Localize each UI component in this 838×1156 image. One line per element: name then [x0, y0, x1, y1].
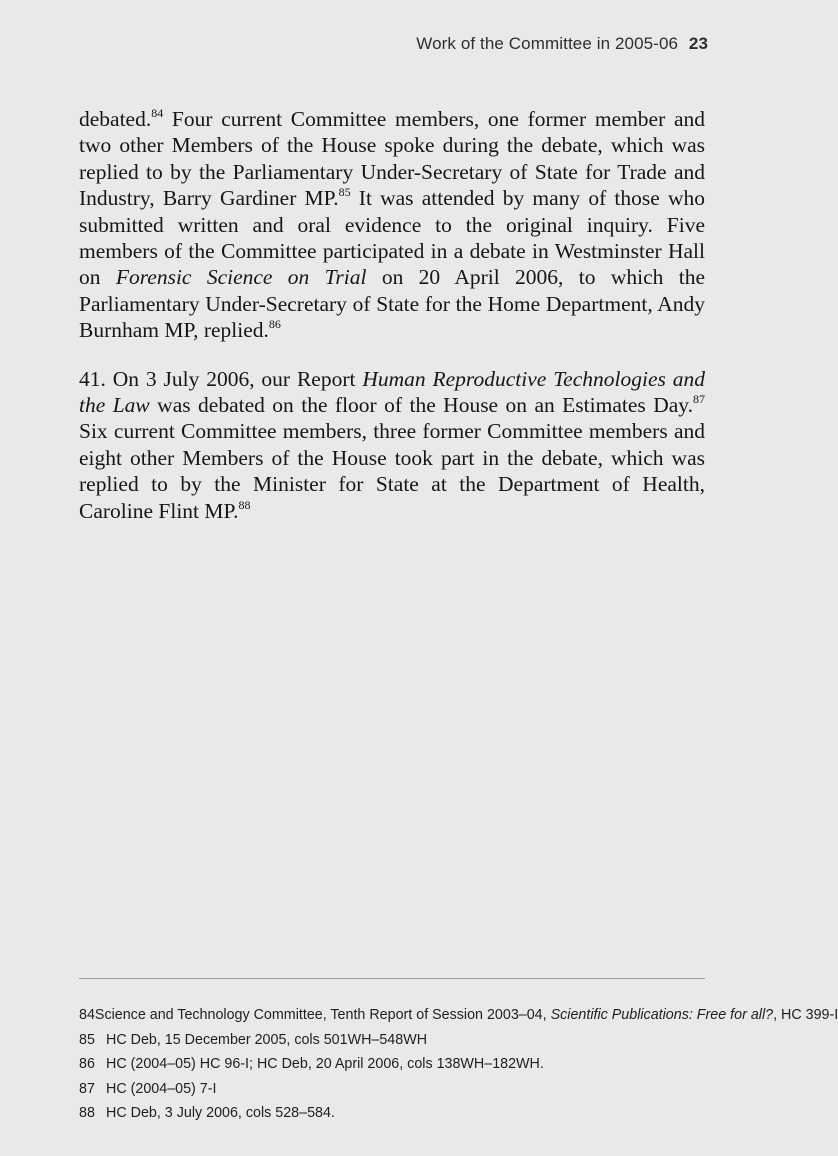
footnote-reference: 86 [268, 317, 281, 332]
text-run: Six current Committee members, three former Committee members and eight other Members of the House took part in the debate, which was replied to by the Minister for State at the Department of Health, Caroline Flint MP. [79, 419, 705, 523]
text-run: , HC 399-I [773, 1007, 838, 1023]
text-run: HC Deb, 15 December 2005, cols 501WH–548WH [106, 1031, 428, 1048]
footnote-number: 87 [79, 1080, 95, 1097]
text-run: debated. [79, 107, 152, 131]
footnote-text [95, 1007, 838, 1023]
footnote-number: 88 [79, 1105, 95, 1121]
footnote-reference: 88 [238, 497, 251, 512]
footnote-separator [79, 978, 705, 979]
text-run: was debated on the floor of the House on an Estimates Day. [149, 393, 693, 418]
footnote-number: 84 [79, 1007, 95, 1023]
footnote-text [106, 1081, 719, 1097]
footnote [79, 1081, 719, 1106]
text-run: HC Deb, 3 July 2006, cols 528–584. [106, 1105, 335, 1121]
text-run: 41. On 3 July 2006, our Report [79, 366, 363, 391]
text-run: HC (2004–05) HC 96-I; HC Deb, 20 April 2006, cols 138WH–182WH. [106, 1056, 544, 1072]
footnotes [79, 1007, 838, 1130]
footnote [79, 1056, 719, 1081]
text-run: HC (2004–05) 7-I [106, 1080, 217, 1097]
italic-title: Human Reproductive Technologies and the Law [79, 366, 705, 418]
footnote-number: 86 [79, 1056, 95, 1072]
footnote-text [106, 1032, 719, 1048]
paragraph-debated [79, 106, 705, 344]
main-body [79, 106, 705, 546]
footnote-reference: 84 [151, 106, 164, 120]
footnote [79, 1105, 719, 1130]
italic-title: Scientific Publications: Free for all? [550, 1007, 774, 1023]
text-run: Four current Committee members, one former member and two other Members of the House spoke during the debate, which was replied to by the Parliamentary Under-Secretary of State for Trade and Industry, Barry Gardiner MP. [79, 107, 705, 211]
footnote [79, 1032, 719, 1057]
text-run: It was attended by many of those who submitted written and oral evidence to the original inquiry. Five members of the Committee participated in a debate in Westminster Hall on [79, 186, 706, 290]
footnote-text [106, 1056, 719, 1072]
footnote-text [106, 1105, 719, 1121]
running-title: Work of the Committee in 2005-06 [416, 34, 679, 53]
italic-title: Forensic Science on Trial [115, 265, 367, 290]
page-number: 23 [688, 34, 708, 53]
footnote-reference: 85 [338, 185, 351, 200]
running-header [416, 34, 708, 54]
text-run: on 20 April 2006, to which the Parliamentary Under-Secretary of State for the Home Department, Andy Burnham MP, replied. [79, 265, 705, 343]
footnote-number: 85 [79, 1031, 95, 1048]
footnote [79, 1007, 838, 1032]
footnote-reference: 87 [693, 392, 705, 407]
text-run: Science and Technology Committee, Tenth Report of Session 2003–04, [94, 1007, 551, 1023]
paragraph-41 [79, 366, 705, 524]
